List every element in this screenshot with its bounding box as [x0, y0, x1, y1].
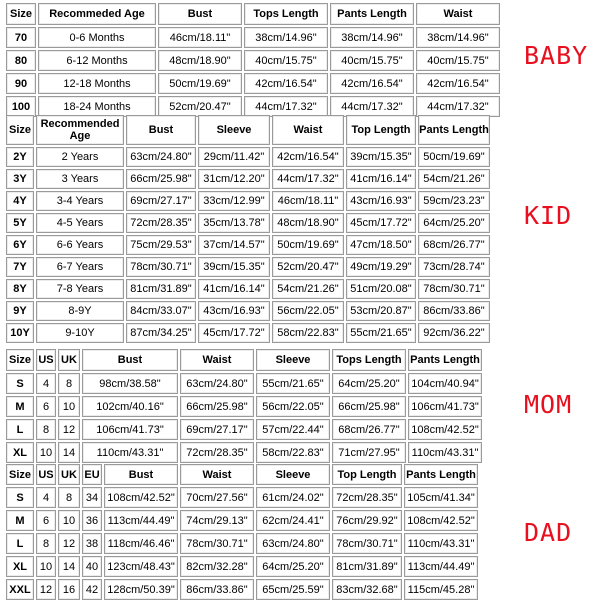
dad-cell-top-length: 81cm/31.89"	[332, 556, 402, 577]
dad-cell-uk: 16	[58, 579, 80, 600]
mom-cell-pants-length: 110cm/43.31"	[408, 442, 482, 463]
baby-header-tops-length: Tops Length	[244, 3, 328, 25]
mom-cell-bust: 98cm/38.58"	[82, 373, 178, 394]
dad-cell-eu: 34	[82, 487, 102, 508]
table-row	[6, 27, 500, 48]
kid-header-row	[6, 115, 490, 145]
kid-size-cell: 6Y	[6, 235, 34, 255]
mom-cell-waist: 66cm/25.98"	[180, 396, 254, 417]
baby-cell-recommeded-age: 12-18 Months	[38, 73, 156, 94]
baby-header-pants-length: Pants Length	[330, 3, 414, 25]
table-row	[6, 235, 490, 255]
mom-header-us: US	[36, 349, 56, 371]
table-row	[6, 50, 500, 71]
baby-cell-pants-length: 44cm/17.32"	[330, 96, 414, 117]
kid-cell-waist: 48cm/18.90"	[272, 213, 344, 233]
dad-cell-sleeve: 63cm/24.80"	[256, 533, 330, 554]
kid-cell-waist: 54cm/21.26"	[272, 279, 344, 299]
mom-cell-tops-length: 66cm/25.98"	[332, 396, 406, 417]
kid-cell-recommended-age: 4-5 Years	[36, 213, 124, 233]
dad-cell-sleeve: 64cm/25.20"	[256, 556, 330, 577]
kid-size-cell: 10Y	[6, 323, 34, 343]
kid-cell-top-length: 43cm/16.93"	[346, 191, 416, 211]
table-row	[6, 257, 490, 277]
mom-cell-sleeve: 56cm/22.05"	[256, 396, 330, 417]
kid-cell-top-length: 51cm/20.08"	[346, 279, 416, 299]
dad-cell-eu: 38	[82, 533, 102, 554]
dad-header-row	[6, 464, 478, 485]
mom-size-cell: S	[6, 373, 34, 394]
dad-size-chart	[4, 462, 480, 602]
baby-cell-recommeded-age: 18-24 Months	[38, 96, 156, 117]
table-row	[6, 73, 500, 94]
mom-cell-sleeve: 57cm/22.44"	[256, 419, 330, 440]
dad-cell-top-length: 76cm/29.92"	[332, 510, 402, 531]
baby-size-table	[4, 1, 502, 119]
mom-size-table	[4, 347, 484, 465]
dad-header-uk: UK	[58, 464, 80, 485]
kid-cell-pants-length: 73cm/28.74"	[418, 257, 490, 277]
dad-header-eu: EU	[82, 464, 102, 485]
table-row	[6, 442, 482, 463]
dad-cell-eu: 42	[82, 579, 102, 600]
kid-cell-sleeve: 37cm/14.57"	[198, 235, 270, 255]
kid-size-cell: 7Y	[6, 257, 34, 277]
dad-cell-us: 4	[36, 487, 56, 508]
baby-size-chart	[4, 1, 502, 119]
dad-header-bust: Bust	[104, 464, 178, 485]
dad-cell-us: 8	[36, 533, 56, 554]
mom-header-sleeve: Sleeve	[256, 349, 330, 371]
mom-cell-us: 8	[36, 419, 56, 440]
dad-cell-eu: 36	[82, 510, 102, 531]
dad-header-size: Size	[6, 464, 34, 485]
mom-cell-uk: 14	[58, 442, 80, 463]
kid-cell-sleeve: 43cm/16.93"	[198, 301, 270, 321]
kid-cell-waist: 46cm/18.11"	[272, 191, 344, 211]
dad-cell-top-length: 83cm/32.68"	[332, 579, 402, 600]
kid-cell-recommended-age: 6-6 Years	[36, 235, 124, 255]
kid-header-top-length: Top Length	[346, 115, 416, 145]
dad-cell-waist: 74cm/29.13"	[180, 510, 254, 531]
mom-cell-uk: 12	[58, 419, 80, 440]
table-row	[6, 419, 482, 440]
kid-cell-sleeve: 41cm/16.14"	[198, 279, 270, 299]
kid-cell-top-length: 41cm/16.14"	[346, 169, 416, 189]
kid-size-cell: 5Y	[6, 213, 34, 233]
table-row	[6, 191, 490, 211]
kid-cell-bust: 75cm/29.53"	[126, 235, 196, 255]
dad-cell-pants-length: 108cm/42.52"	[404, 510, 478, 531]
baby-label: BABY	[524, 41, 589, 70]
kid-size-cell: 4Y	[6, 191, 34, 211]
kid-size-cell: 3Y	[6, 169, 34, 189]
kid-size-cell: 2Y	[6, 147, 34, 167]
mom-cell-bust: 110cm/43.31"	[82, 442, 178, 463]
dad-cell-bust: 108cm/42.52"	[104, 487, 178, 508]
table-row	[6, 556, 478, 577]
table-row	[6, 213, 490, 233]
baby-cell-recommeded-age: 6-12 Months	[38, 50, 156, 71]
dad-cell-bust: 118cm/46.46"	[104, 533, 178, 554]
kid-label: KID	[524, 201, 573, 230]
mom-header-uk: UK	[58, 349, 80, 371]
kid-cell-sleeve: 29cm/11.42"	[198, 147, 270, 167]
kid-cell-pants-length: 68cm/26.77"	[418, 235, 490, 255]
mom-cell-sleeve: 58cm/22.83"	[256, 442, 330, 463]
kid-cell-top-length: 45cm/17.72"	[346, 213, 416, 233]
kid-cell-sleeve: 39cm/15.35"	[198, 257, 270, 277]
kid-header-waist: Waist	[272, 115, 344, 145]
baby-size-cell: 80	[6, 50, 36, 71]
baby-cell-bust: 50cm/19.69"	[158, 73, 242, 94]
kid-cell-pants-length: 78cm/30.71"	[418, 279, 490, 299]
baby-cell-waist: 44cm/17.32"	[416, 96, 500, 117]
kid-size-chart	[4, 113, 492, 345]
dad-cell-pants-length: 105cm/41.34"	[404, 487, 478, 508]
mom-cell-waist: 72cm/28.35"	[180, 442, 254, 463]
table-row	[6, 579, 478, 600]
dad-cell-waist: 86cm/33.86"	[180, 579, 254, 600]
kid-cell-sleeve: 35cm/13.78"	[198, 213, 270, 233]
dad-size-cell: L	[6, 533, 34, 554]
kid-cell-recommended-age: 6-7 Years	[36, 257, 124, 277]
mom-cell-us: 10	[36, 442, 56, 463]
table-row	[6, 323, 490, 343]
mom-cell-us: 6	[36, 396, 56, 417]
baby-header-waist: Waist	[416, 3, 500, 25]
table-row	[6, 396, 482, 417]
kid-cell-bust: 66cm/25.98"	[126, 169, 196, 189]
mom-size-cell: M	[6, 396, 34, 417]
kid-cell-recommended-age: 7-8 Years	[36, 279, 124, 299]
dad-size-cell: XXL	[6, 579, 34, 600]
baby-cell-pants-length: 42cm/16.54"	[330, 73, 414, 94]
dad-cell-us: 12	[36, 579, 56, 600]
kid-cell-top-length: 39cm/15.35"	[346, 147, 416, 167]
baby-cell-tops-length: 40cm/15.75"	[244, 50, 328, 71]
dad-cell-sleeve: 62cm/24.41"	[256, 510, 330, 531]
dad-cell-eu: 40	[82, 556, 102, 577]
dad-cell-pants-length: 110cm/43.31"	[404, 533, 478, 554]
kid-cell-pants-length: 59cm/23.23"	[418, 191, 490, 211]
table-row	[6, 510, 478, 531]
baby-cell-waist: 40cm/15.75"	[416, 50, 500, 71]
dad-size-cell: M	[6, 510, 34, 531]
kid-cell-pants-length: 64cm/25.20"	[418, 213, 490, 233]
mom-cell-tops-length: 64cm/25.20"	[332, 373, 406, 394]
kid-cell-top-length: 47cm/18.50"	[346, 235, 416, 255]
kid-cell-recommended-age: 9-10Y	[36, 323, 124, 343]
dad-cell-bust: 128cm/50.39"	[104, 579, 178, 600]
mom-size-cell: L	[6, 419, 34, 440]
baby-cell-pants-length: 38cm/14.96"	[330, 27, 414, 48]
dad-cell-waist: 78cm/30.71"	[180, 533, 254, 554]
baby-header-size: Size	[6, 3, 36, 25]
kid-cell-top-length: 53cm/20.87"	[346, 301, 416, 321]
baby-cell-tops-length: 42cm/16.54"	[244, 73, 328, 94]
mom-cell-bust: 106cm/41.73"	[82, 419, 178, 440]
dad-header-pants-length: Pants Length	[404, 464, 478, 485]
kid-size-table	[4, 113, 492, 345]
baby-cell-tops-length: 38cm/14.96"	[244, 27, 328, 48]
mom-header-tops-length: Tops Length	[332, 349, 406, 371]
baby-cell-recommeded-age: 0-6 Months	[38, 27, 156, 48]
dad-cell-uk: 12	[58, 533, 80, 554]
mom-cell-tops-length: 68cm/26.77"	[332, 419, 406, 440]
mom-cell-waist: 63cm/24.80"	[180, 373, 254, 394]
mom-cell-pants-length: 104cm/40.94"	[408, 373, 482, 394]
kid-cell-recommended-age: 2 Years	[36, 147, 124, 167]
mom-cell-sleeve: 55cm/21.65"	[256, 373, 330, 394]
kid-header-recommended-age: Recommended Age	[36, 115, 124, 145]
kid-cell-bust: 78cm/30.71"	[126, 257, 196, 277]
kid-cell-bust: 81cm/31.89"	[126, 279, 196, 299]
table-row	[6, 279, 490, 299]
dad-cell-uk: 14	[58, 556, 80, 577]
mom-cell-pants-length: 108cm/42.52"	[408, 419, 482, 440]
mom-header-pants-length: Pants Length	[408, 349, 482, 371]
dad-cell-uk: 10	[58, 510, 80, 531]
dad-size-table	[4, 462, 480, 602]
dad-cell-waist: 82cm/32.28"	[180, 556, 254, 577]
baby-cell-bust: 52cm/20.47"	[158, 96, 242, 117]
dad-cell-bust: 113cm/44.49"	[104, 510, 178, 531]
baby-header-bust: Bust	[158, 3, 242, 25]
kid-cell-sleeve: 45cm/17.72"	[198, 323, 270, 343]
dad-cell-pants-length: 113cm/44.49"	[404, 556, 478, 577]
kid-cell-recommended-age: 3 Years	[36, 169, 124, 189]
mom-label: MOM	[524, 390, 573, 419]
dad-size-cell: S	[6, 487, 34, 508]
kid-header-bust: Bust	[126, 115, 196, 145]
kid-cell-waist: 56cm/22.05"	[272, 301, 344, 321]
baby-size-cell: 90	[6, 73, 36, 94]
kid-cell-waist: 58cm/22.83"	[272, 323, 344, 343]
mom-cell-bust: 102cm/40.16"	[82, 396, 178, 417]
kid-cell-pants-length: 54cm/21.26"	[418, 169, 490, 189]
mom-header-bust: Bust	[82, 349, 178, 371]
kid-size-cell: 8Y	[6, 279, 34, 299]
baby-header-row	[6, 3, 500, 25]
baby-cell-tops-length: 44cm/17.32"	[244, 96, 328, 117]
kid-header-sleeve: Sleeve	[198, 115, 270, 145]
mom-cell-waist: 69cm/27.17"	[180, 419, 254, 440]
kid-cell-pants-length: 50cm/19.69"	[418, 147, 490, 167]
kid-cell-pants-length: 92cm/36.22"	[418, 323, 490, 343]
dad-cell-pants-length: 115cm/45.28"	[404, 579, 478, 600]
mom-size-cell: XL	[6, 442, 34, 463]
kid-size-cell: 9Y	[6, 301, 34, 321]
kid-header-size: Size	[6, 115, 34, 145]
mom-cell-uk: 8	[58, 373, 80, 394]
dad-cell-bust: 123cm/48.43"	[104, 556, 178, 577]
mom-header-size: Size	[6, 349, 34, 371]
kid-cell-bust: 87cm/34.25"	[126, 323, 196, 343]
dad-header-waist: Waist	[180, 464, 254, 485]
baby-size-cell: 70	[6, 27, 36, 48]
dad-cell-top-length: 72cm/28.35"	[332, 487, 402, 508]
dad-cell-us: 6	[36, 510, 56, 531]
dad-cell-top-length: 78cm/30.71"	[332, 533, 402, 554]
kid-cell-bust: 84cm/33.07"	[126, 301, 196, 321]
dad-cell-waist: 70cm/27.56"	[180, 487, 254, 508]
kid-cell-waist: 52cm/20.47"	[272, 257, 344, 277]
kid-cell-sleeve: 31cm/12.20"	[198, 169, 270, 189]
baby-cell-bust: 46cm/18.11"	[158, 27, 242, 48]
mom-cell-pants-length: 106cm/41.73"	[408, 396, 482, 417]
table-row	[6, 169, 490, 189]
baby-cell-bust: 48cm/18.90"	[158, 50, 242, 71]
mom-cell-uk: 10	[58, 396, 80, 417]
dad-header-us: US	[36, 464, 56, 485]
kid-cell-bust: 72cm/28.35"	[126, 213, 196, 233]
dad-cell-us: 10	[36, 556, 56, 577]
mom-size-chart	[4, 347, 484, 465]
dad-cell-sleeve: 65cm/25.59"	[256, 579, 330, 600]
baby-cell-waist: 42cm/16.54"	[416, 73, 500, 94]
kid-cell-waist: 42cm/16.54"	[272, 147, 344, 167]
table-row	[6, 147, 490, 167]
table-row	[6, 301, 490, 321]
mom-cell-tops-length: 71cm/27.95"	[332, 442, 406, 463]
kid-cell-bust: 69cm/27.17"	[126, 191, 196, 211]
mom-header-waist: Waist	[180, 349, 254, 371]
dad-cell-sleeve: 61cm/24.02"	[256, 487, 330, 508]
dad-size-cell: XL	[6, 556, 34, 577]
dad-cell-uk: 8	[58, 487, 80, 508]
table-row	[6, 487, 478, 508]
kid-cell-waist: 44cm/17.32"	[272, 169, 344, 189]
kid-cell-recommended-age: 3-4 Years	[36, 191, 124, 211]
kid-cell-recommended-age: 8-9Y	[36, 301, 124, 321]
dad-label: DAD	[524, 518, 573, 547]
kid-cell-waist: 50cm/19.69"	[272, 235, 344, 255]
baby-cell-waist: 38cm/14.96"	[416, 27, 500, 48]
kid-cell-bust: 63cm/24.80"	[126, 147, 196, 167]
baby-header-recommeded-age: Recommeded Age	[38, 3, 156, 25]
kid-cell-top-length: 55cm/21.65"	[346, 323, 416, 343]
baby-cell-pants-length: 40cm/15.75"	[330, 50, 414, 71]
dad-header-sleeve: Sleeve	[256, 464, 330, 485]
table-row	[6, 373, 482, 394]
mom-header-row	[6, 349, 482, 371]
baby-size-cell: 100	[6, 96, 36, 117]
kid-cell-pants-length: 86cm/33.86"	[418, 301, 490, 321]
mom-cell-us: 4	[36, 373, 56, 394]
kid-header-pants-length: Pants Length	[418, 115, 490, 145]
kid-cell-sleeve: 33cm/12.99"	[198, 191, 270, 211]
dad-header-top-length: Top Length	[332, 464, 402, 485]
kid-cell-top-length: 49cm/19.29"	[346, 257, 416, 277]
table-row	[6, 533, 478, 554]
